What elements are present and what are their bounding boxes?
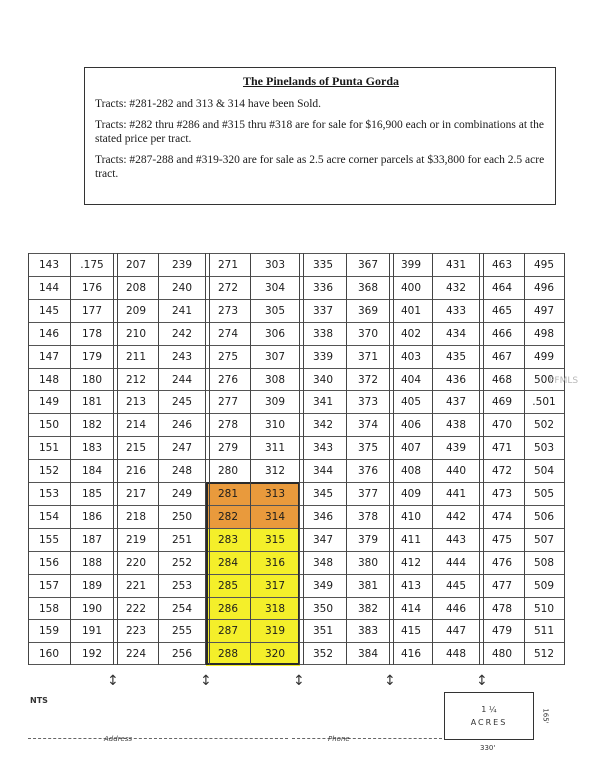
tract-cell: 348	[312, 556, 334, 569]
tract-cell: 155	[38, 533, 60, 546]
tract-cell: 319	[250, 620, 300, 643]
tract-cell: 224	[125, 648, 147, 661]
tract-cell: 147	[38, 350, 60, 363]
tract-cell: 436	[445, 373, 467, 386]
tract-cell: 274	[217, 327, 239, 340]
grid-column-line	[564, 253, 565, 665]
tract-cell: 409	[400, 488, 422, 500]
tract-cell: 474	[491, 510, 513, 523]
tract-cell: 190	[81, 602, 103, 615]
tract-cell: 255	[171, 625, 193, 638]
tract-cell: 245	[171, 396, 193, 409]
tract-cell: 378	[357, 510, 379, 523]
tract-cell: 192	[81, 648, 103, 661]
tract-cell: 405	[400, 396, 422, 409]
tract-cell: 465	[491, 304, 513, 317]
tract-cell: 439	[445, 442, 467, 455]
tract-cell: 509	[533, 579, 555, 592]
tract-cell: 404	[400, 373, 422, 386]
tract-cell: 416	[400, 648, 422, 661]
tract-cell: 411	[400, 533, 422, 546]
street-marker-icon: ↕	[384, 673, 396, 689]
tract-cell: 219	[125, 533, 147, 546]
tract-cell: 176	[81, 281, 103, 294]
tract-cell: 280	[217, 465, 239, 478]
tract-cell: 177	[81, 304, 103, 317]
tract-cell: 186	[81, 510, 103, 523]
tract-cell: 443	[445, 533, 467, 546]
tract-cell: 243	[171, 350, 193, 363]
tract-cell: 248	[171, 465, 193, 478]
tract-cell: 306	[264, 327, 286, 340]
tract-cell: .175	[80, 259, 104, 271]
tract-cell: 154	[38, 510, 60, 523]
tract-cell: 349	[312, 579, 334, 592]
tract-cell: 242	[171, 327, 193, 340]
tract-cell: 340	[312, 373, 334, 386]
tract-cell: 337	[312, 304, 334, 317]
tract-cell: 283	[206, 529, 250, 552]
tract-cell: 477	[491, 579, 513, 592]
tract-cell: 282	[206, 506, 250, 529]
tract-cell: 320	[250, 643, 300, 666]
tract-cell: 383	[357, 625, 379, 638]
tract-cell: 382	[357, 602, 379, 615]
tract-cell: 273	[217, 304, 239, 317]
tract-cell: 221	[125, 579, 147, 592]
tract-cell: 184	[81, 465, 103, 478]
tract-cell: 244	[171, 373, 193, 386]
tract-cell: 379	[357, 533, 379, 546]
tract-cell: 216	[125, 465, 147, 478]
tract-cell: 207	[125, 259, 147, 271]
tract-cell: 152	[38, 465, 60, 478]
tract-cell: 442	[445, 510, 467, 523]
tract-cell: 276	[217, 373, 239, 386]
tract-cell: 473	[491, 488, 513, 500]
tract-cell: 350	[312, 602, 334, 615]
tract-cell: 510	[533, 602, 555, 615]
tract-cell: 415	[400, 625, 422, 638]
notice-line-for-sale: Tracts: #282 thru #286 and #315 thru #318 are for sale for $16,900 each or in combinations at the stated price per tract.	[95, 119, 544, 145]
tract-cell: 447	[445, 625, 467, 638]
tract-cell: 281	[206, 483, 250, 506]
tract-cell: 179	[81, 350, 103, 363]
tract-cell: 215	[125, 442, 147, 455]
tract-cell: 253	[171, 579, 193, 592]
tract-cell: 342	[312, 419, 334, 432]
tract-cell: 338	[312, 327, 334, 340]
tract-cell: 370	[357, 327, 379, 340]
tract-cell: 153	[38, 488, 60, 500]
tract-cell: 185	[81, 488, 103, 500]
tract-cell: 377	[357, 488, 379, 500]
tract-cell: 478	[491, 602, 513, 615]
tract-cell: 413	[400, 579, 422, 592]
tract-cell: 431	[445, 259, 467, 271]
notice-line-corner-parcels: Tracts: #287-288 and #319-320 are for sale as 2.5 acre corner parcels at $33,800 for each 2.5 acre tract.	[95, 154, 545, 180]
tract-cell: 464	[491, 281, 513, 294]
tract-cell: 251	[171, 533, 193, 546]
tract-cell: 435	[445, 350, 467, 363]
tract-cell: 313	[250, 483, 300, 506]
tract-cell: 412	[400, 556, 422, 569]
tract-cell: 408	[400, 465, 422, 478]
tract-cell: 414	[400, 602, 422, 615]
tract-cell: 208	[125, 281, 147, 294]
tract-notice-box	[84, 67, 556, 205]
tract-cell: 246	[171, 419, 193, 432]
tract-cell: 470	[491, 419, 513, 432]
street-marker-icon: ↕	[200, 673, 212, 689]
tract-cell: 499	[533, 350, 555, 363]
tract-cell: 252	[171, 556, 193, 569]
tract-cell: 346	[312, 510, 334, 523]
tract-cell: 188	[81, 556, 103, 569]
address-line	[28, 738, 288, 740]
tract-cell: 376	[357, 465, 379, 478]
tract-cell: 496	[533, 281, 555, 294]
tract-cell: 506	[533, 510, 555, 523]
tract-cell: 287	[206, 620, 250, 643]
tract-cell: 288	[206, 643, 250, 666]
grid-column-line	[432, 253, 433, 665]
tract-cell: 239	[171, 259, 193, 271]
acre-legend-box	[444, 692, 534, 740]
tract-cell: 479	[491, 625, 513, 638]
tract-cell: 508	[533, 556, 555, 569]
tract-cell: 384	[357, 648, 379, 661]
tract-cell: 380	[357, 556, 379, 569]
tract-cell: 410	[400, 510, 422, 523]
tract-cell: 250	[171, 510, 193, 523]
tract-cell: 247	[171, 442, 193, 455]
tract-cell: 312	[264, 465, 286, 478]
tract-cell: 375	[357, 442, 379, 455]
tract-cell: 406	[400, 419, 422, 432]
tract-cell: 471	[491, 442, 513, 455]
tract-cell: 444	[445, 556, 467, 569]
tract-cell: 440	[445, 465, 467, 478]
tract-cell: 181	[81, 396, 103, 409]
grid-column-line	[70, 253, 71, 665]
tract-cell: 403	[400, 350, 422, 363]
tract-cell: 438	[445, 419, 467, 432]
grid-column-line	[299, 253, 304, 665]
tract-cell: 381	[357, 579, 379, 592]
tract-cell: 368	[357, 281, 379, 294]
grid-column-line	[479, 253, 484, 665]
tract-cell: 500	[533, 373, 555, 386]
tract-cell: 160	[38, 648, 60, 661]
tract-cell: 339	[312, 350, 334, 363]
tract-cell: 149	[38, 396, 60, 409]
phone-line	[292, 738, 442, 740]
tract-cell: 305	[264, 304, 286, 317]
phone-label: Phone	[328, 735, 350, 743]
tract-cell: 286	[206, 598, 250, 621]
tract-cell: 352	[312, 648, 334, 661]
acre-fraction: 1 ¼	[481, 705, 497, 714]
tract-cell: 311	[264, 442, 286, 455]
tract-cell: 498	[533, 327, 555, 340]
tract-cell: 341	[312, 396, 334, 409]
tract-cell: 343	[312, 442, 334, 455]
tract-cell: 318	[250, 598, 300, 621]
grid-column-line	[250, 253, 251, 665]
tract-cell: 448	[445, 648, 467, 661]
tract-cell: 504	[533, 465, 555, 478]
grid-column-line	[346, 253, 347, 665]
tract-cell: 159	[38, 625, 60, 638]
tract-cell: 336	[312, 281, 334, 294]
tract-cell: 212	[125, 373, 147, 386]
highlighted-tract-block	[206, 482, 300, 665]
tract-cell: 316	[250, 552, 300, 575]
tract-cell: 144	[38, 281, 60, 294]
grid-column-line	[28, 253, 29, 665]
tract-cell: 284	[206, 552, 250, 575]
tract-cell: 277	[217, 396, 239, 409]
tract-cell: 145	[38, 304, 60, 317]
tract-cell: 434	[445, 327, 467, 340]
tract-cell: 437	[445, 396, 467, 409]
tract-cell: 344	[312, 465, 334, 478]
tract-cell: 374	[357, 419, 379, 432]
grid-column-line	[524, 253, 525, 665]
tract-cell: 512	[533, 648, 555, 661]
dimension-side: 165'	[541, 708, 550, 724]
tract-cell: 372	[357, 373, 379, 386]
tract-cell: 275	[217, 350, 239, 363]
tract-cell: 400	[400, 281, 422, 294]
grid-column-line	[113, 253, 118, 665]
tract-cell: 272	[217, 281, 239, 294]
tract-cell: 180	[81, 373, 103, 386]
tract-cell: 402	[400, 327, 422, 340]
tract-cell: 156	[38, 556, 60, 569]
tract-cell: 467	[491, 350, 513, 363]
tract-cell: 310	[264, 419, 286, 432]
tract-cell: 146	[38, 327, 60, 340]
watermark: PFMLS	[549, 376, 579, 386]
tract-cell: 507	[533, 533, 555, 546]
tract-cell: 189	[81, 579, 103, 592]
tract-cell: 480	[491, 648, 513, 661]
tract-cell: 373	[357, 396, 379, 409]
tract-cell: 472	[491, 465, 513, 478]
tract-cell: 351	[312, 625, 334, 638]
tract-cell: 213	[125, 396, 147, 409]
tract-cell: 249	[171, 488, 193, 500]
tract-cell: 214	[125, 419, 147, 432]
tract-cell: 497	[533, 304, 555, 317]
tract-cell: 433	[445, 304, 467, 317]
tract-cell: .501	[532, 396, 556, 409]
tract-cell: 304	[264, 281, 286, 294]
tract-cell: 371	[357, 350, 379, 363]
tract-cell: 256	[171, 648, 193, 661]
tract-cell: 469	[491, 396, 513, 409]
tract-cell: 468	[491, 373, 513, 386]
tract-cell: 151	[38, 442, 60, 455]
tract-cell: 335	[312, 259, 334, 271]
tract-cell: 463	[491, 259, 513, 271]
tract-cell: 369	[357, 304, 379, 317]
dimension-bottom: 330'	[480, 744, 496, 752]
tract-cell: 218	[125, 510, 147, 523]
tract-cell: 401	[400, 304, 422, 317]
tract-cell: 210	[125, 327, 147, 340]
grid-column-line	[389, 253, 394, 665]
tract-cell: 432	[445, 281, 467, 294]
tract-cell: 446	[445, 602, 467, 615]
tract-cell: 315	[250, 529, 300, 552]
tract-cell: 148	[38, 373, 60, 386]
tract-cell: 191	[81, 625, 103, 638]
acre-label: ACRES	[470, 718, 508, 727]
tract-cell: 254	[171, 602, 193, 615]
tract-cell: 347	[312, 533, 334, 546]
tract-cell: 495	[533, 259, 555, 271]
tract-cell: 285	[206, 575, 250, 598]
tract-cell: 211	[125, 350, 147, 363]
tract-cell: 317	[250, 575, 300, 598]
tract-cell: 303	[264, 259, 286, 271]
tract-cell: 445	[445, 579, 467, 592]
tract-cell: 183	[81, 442, 103, 455]
tract-cell: 502	[533, 419, 555, 432]
notice-title: The Pinelands of Punta Gorda	[242, 74, 400, 88]
tract-cell: 407	[400, 442, 422, 455]
tract-cell: 475	[491, 533, 513, 546]
tract-cell: 209	[125, 304, 147, 317]
grid-column-line	[158, 253, 159, 665]
tract-cell: 399	[400, 259, 422, 271]
tract-cell: 466	[491, 327, 513, 340]
tract-cell: 505	[533, 488, 555, 500]
tract-cell: 367	[357, 259, 379, 271]
tract-cell: 279	[217, 442, 239, 455]
tract-cell: 178	[81, 327, 103, 340]
tract-cell: 314	[250, 506, 300, 529]
grid-column-line	[205, 253, 210, 665]
tract-cell: 511	[533, 625, 555, 638]
tract-cell: 182	[81, 419, 103, 432]
nts-label: NTS	[30, 696, 48, 705]
tract-cell: 309	[264, 396, 286, 409]
tract-cell: 240	[171, 281, 193, 294]
street-marker-icon: ↕	[293, 673, 305, 689]
tract-cell: 345	[312, 488, 334, 500]
tract-cell: 220	[125, 556, 147, 569]
tract-cell: 308	[264, 373, 286, 386]
address-label: Address	[104, 735, 133, 743]
tract-cell: 222	[125, 602, 147, 615]
tract-cell: 476	[491, 556, 513, 569]
street-marker-icon: ↕	[476, 673, 488, 689]
tract-cell: 278	[217, 419, 239, 432]
tract-cell: 158	[38, 602, 60, 615]
tract-cell: 503	[533, 442, 555, 455]
tract-cell: 187	[81, 533, 103, 546]
tract-cell: 157	[38, 579, 60, 592]
tract-cell: 150	[38, 419, 60, 432]
tract-cell: 271	[217, 259, 239, 271]
tract-cell: 223	[125, 625, 147, 638]
tract-cell: 307	[264, 350, 286, 363]
tract-cell: 143	[38, 259, 60, 271]
tract-cell: 217	[125, 488, 147, 500]
tract-cell: 241	[171, 304, 193, 317]
tract-cell: 441	[445, 488, 467, 500]
street-marker-icon: ↕	[107, 673, 119, 689]
notice-line-sold: Tracts: #281-282 and 313 & 314 have been Sold.	[95, 98, 322, 110]
